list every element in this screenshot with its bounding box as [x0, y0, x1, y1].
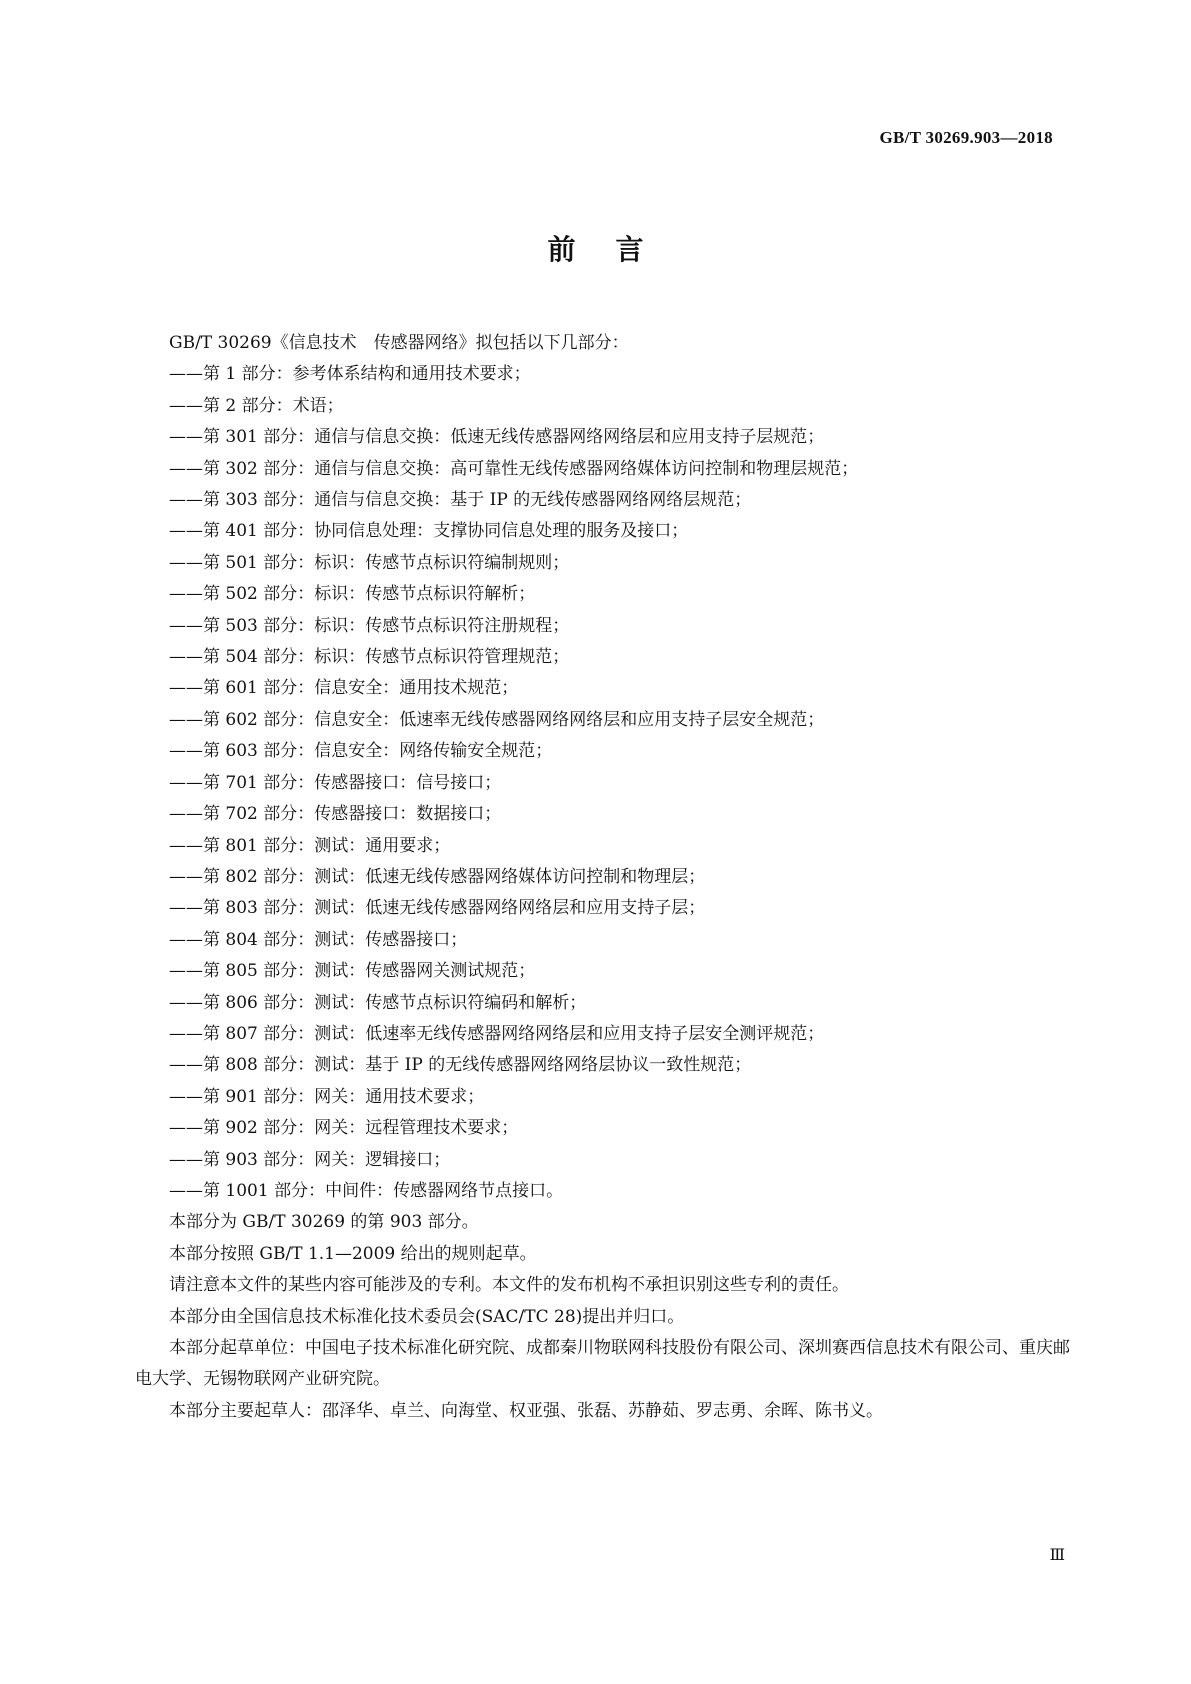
list-item: ——第 702 部分：传感器接口：数据接口； [169, 804, 502, 825]
foreword-body [135, 328, 1070, 1427]
list-item: ——第 601 部分：信息安全：通用技术规范； [169, 678, 519, 699]
list-item: ——第 801 部分：测试：通用要求； [169, 835, 451, 856]
list-item: ——第 302 部分：通信与信息交换：高可靠性无线传感器网络媒体访问控制和物理层规范； [169, 458, 859, 479]
list-item: ——第 803 部分：测试：低速无线传感器网络网络层和应用支持子层； [169, 898, 706, 919]
list-item: ——第 806 部分：测试：传感节点标识符编码和解析； [169, 992, 587, 1013]
list-item: ——第 804 部分：测试：传感器接口； [169, 929, 468, 950]
list-item: ——第 603 部分：信息安全：网络传输安全规范； [169, 741, 553, 762]
part-number-paragraph: 本部分为 GB/T 30269 的第 903 部分。 [169, 1212, 479, 1233]
list-item: ——第 1001 部分：中间件：传感器网络节点接口。 [169, 1180, 564, 1201]
list-item: ——第 903 部分：网关：逻辑接口； [169, 1149, 451, 1170]
drafting-units-paragraph: 本部分起草单位：中国电子技术标准化研究院、成都秦川物联网科技股份有限公司、深圳赛西信息技术有限公司、重庆邮电大学、无锡物联网产业研究院。 [135, 1338, 1070, 1390]
list-item: ——第 504 部分：标识：传感节点标识符管理规范； [169, 647, 570, 668]
list-item: ——第 2 部分：术语； [169, 395, 344, 416]
list-item: ——第 502 部分：标识：传感节点标识符解析； [169, 584, 536, 605]
list-item: ——第 401 部分：协同信息处理：支撑协同信息处理的服务及接口； [169, 521, 689, 542]
list-item: ——第 1 部分：参考体系结构和通用技术要求； [169, 364, 531, 385]
drafting-rules-paragraph: 本部分按照 GB/T 1.1—2009 给出的规则起草。 [169, 1243, 537, 1264]
list-item: ——第 301 部分：通信与信息交换：低速无线传感器网络网络层和应用支持子层规范； [169, 427, 825, 448]
list-item: ——第 807 部分：测试：低速率无线传感器网络网络层和应用支持子层安全测评规范； [169, 1023, 825, 1044]
page-title: 前言 [547, 233, 684, 266]
list-item: ——第 503 部分：标识：传感节点标识符注册规程； [169, 615, 570, 636]
standard-code: GB/T 30269.903—2018 [879, 128, 1053, 147]
page-number: Ⅲ [1049, 1547, 1065, 1564]
intro-paragraph: GB/T 30269《信息技术 传感器网络》拟包括以下几部分： [169, 333, 629, 353]
list-item: ——第 602 部分：信息安全：低速率无线传感器网络网络层和应用支持子层安全规范； [169, 709, 825, 730]
patent-notice-paragraph: 请注意本文件的某些内容可能涉及的专利。本文件的发布机构不承担识别这些专利的责任。 [169, 1275, 849, 1296]
list-item: ——第 901 部分：网关：通用技术要求； [169, 1086, 485, 1107]
committee-paragraph: 本部分由全国信息技术标准化技术委员会(SAC/TC 28)提出并归口。 [169, 1306, 685, 1327]
list-item: ——第 701 部分：传感器接口：信号接口； [169, 772, 502, 793]
list-item: ——第 808 部分：测试：基于 IP 的无线传感器网络网络层协议一致性规范； [169, 1055, 752, 1076]
list-item: ——第 802 部分：测试：低速无线传感器网络媒体访问控制和物理层； [169, 866, 706, 887]
list-item: ——第 902 部分：网关：远程管理技术要求； [169, 1118, 519, 1139]
list-item: ——第 805 部分：测试：传感器网关测试规范； [169, 961, 536, 982]
drafters-paragraph: 本部分主要起草人：邵泽华、卓兰、向海堂、权亚强、张磊、苏静茹、罗志勇、余晖、陈书义。 [169, 1400, 883, 1421]
list-item: ——第 303 部分：通信与信息交换：基于 IP 的无线传感器网络网络层规范； [169, 490, 752, 511]
parts-list [135, 359, 1070, 1207]
list-item: ——第 501 部分：标识：传感节点标识符编制规则； [169, 552, 570, 573]
